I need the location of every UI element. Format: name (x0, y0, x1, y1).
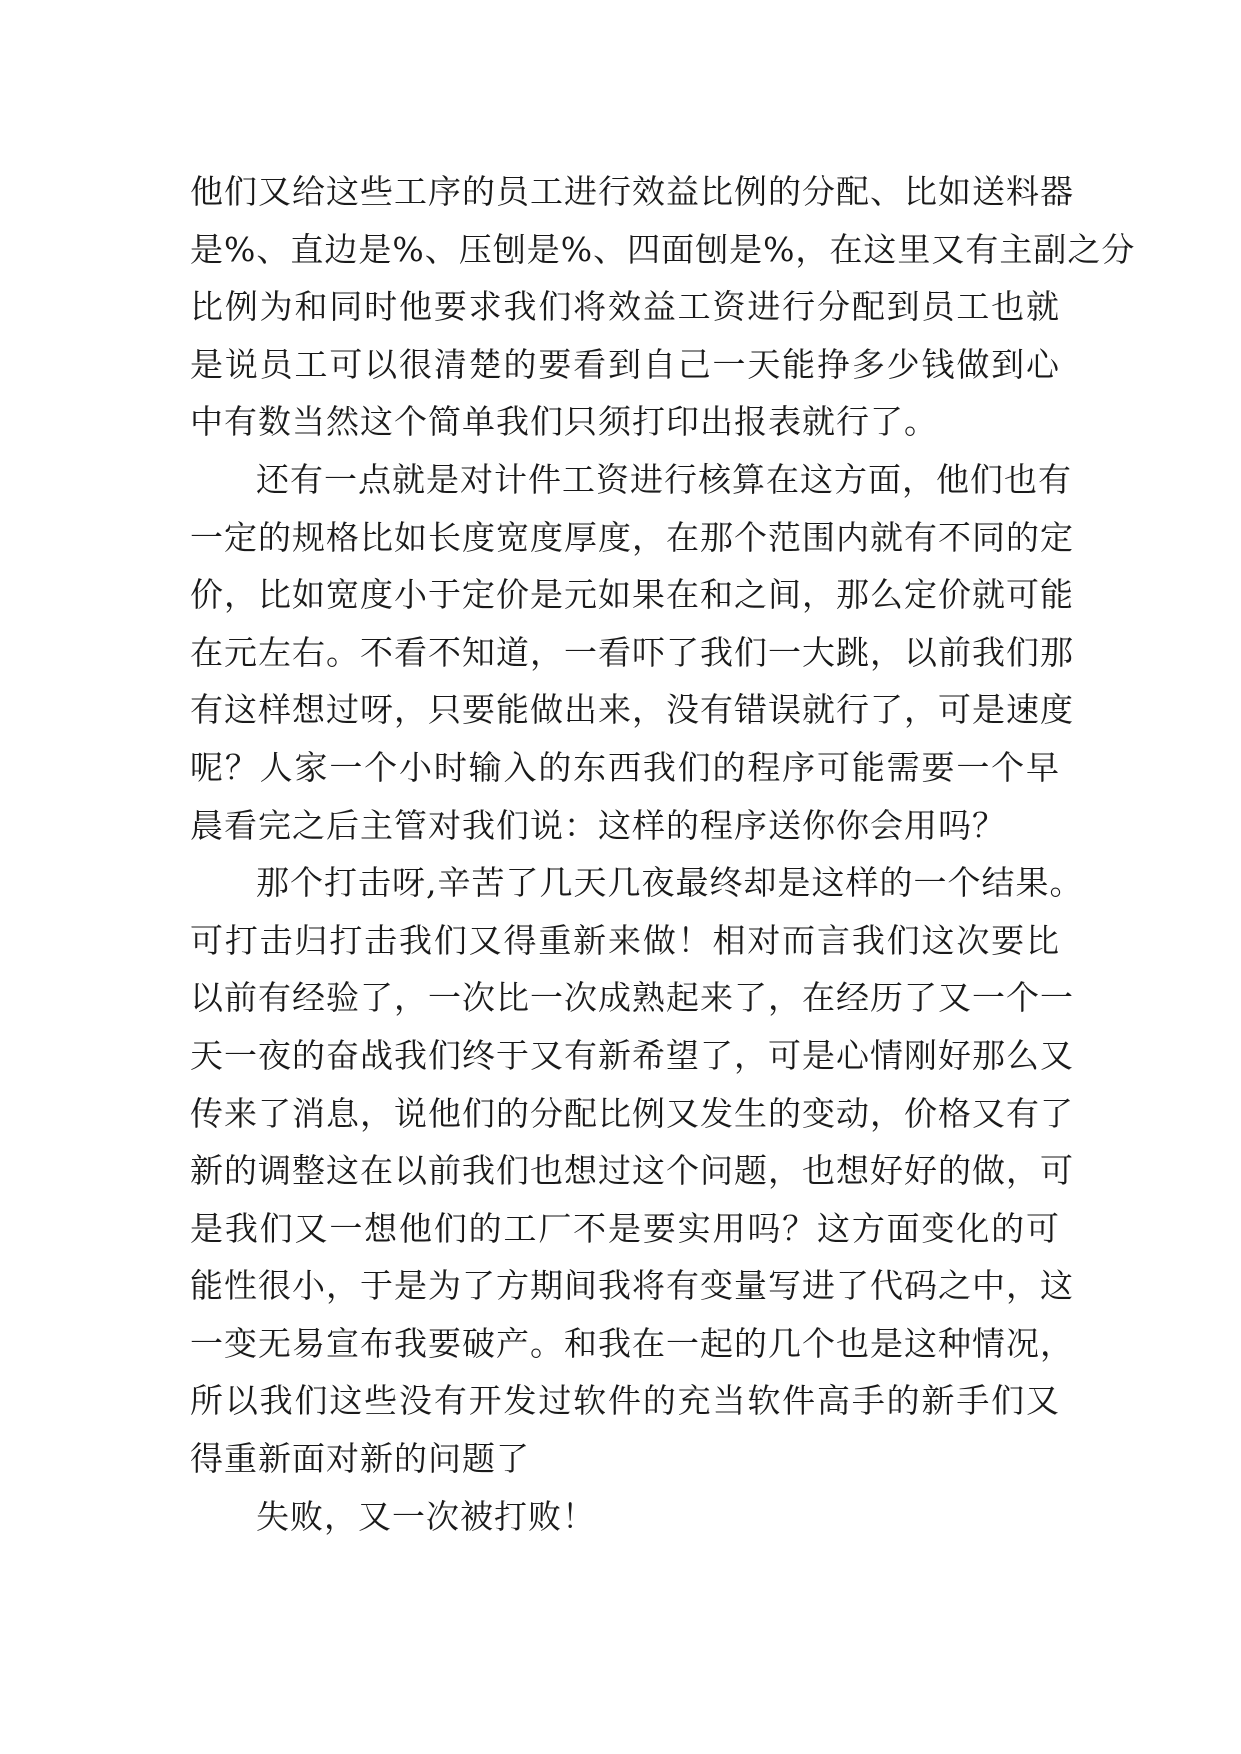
text-line: 比例为和同时他要求我们将效益工资进行分配到员工也就 (190, 287, 1060, 327)
text-line: 中有数当然这个简单我们只须打印出报表就行了。 (190, 402, 938, 442)
text-line: 那个打击呀,辛苦了几天几夜最终却是这样的一个结果。 (256, 863, 1084, 903)
body-text (190, 163, 1136, 1545)
text-line: 一变无易宣布我要破产。和我在一起的几个也是这种情况， (190, 1323, 1074, 1363)
text-line: 晨看完之后主管对我们说：这样的程序送你你会用吗？ (190, 805, 1006, 845)
text-line: 有这样想过呀，只要能做出来，没有错误就行了，可是速度 (190, 690, 1074, 730)
text-line: 失败，又一次被打败！ (256, 1496, 596, 1536)
text-line: 是%、直边是%、压刨是%、四面刨是%，在这里又有主副之分 (190, 229, 1136, 269)
text-line: 新的调整这在以前我们也想过这个问题，也想好好的做，可 (190, 1151, 1074, 1191)
text-line: 以前有经验了，一次比一次成熟起来了，在经历了又一个一 (190, 978, 1074, 1018)
text-line: 呢？人家一个小时输入的东西我们的程序可能需要一个早 (190, 747, 1060, 787)
text-line: 能性很小，于是为了方期间我将有变量写进了代码之中，这 (190, 1266, 1074, 1306)
text-line: 他们又给这些工序的员工进行效益比例的分配、比如送料器 (190, 172, 1074, 211)
text-line: 价，比如宽度小于定价是元如果在和之间，那么定价就可能 (190, 575, 1074, 615)
text-line: 一定的规格比如长度宽度厚度，在那个范围内就有不同的定 (190, 517, 1074, 557)
text-line: 所以我们这些没有开发过软件的充当软件高手的新手们又 (190, 1381, 1060, 1421)
text-line: 传来了消息，说他们的分配比例又发生的变动，价格又有了 (190, 1093, 1074, 1133)
text-line: 是说员工可以很清楚的要看到自己一天能挣多少钱做到心 (190, 344, 1060, 384)
text-line: 在元左右。不看不知道，一看吓了我们一大跳，以前我们那 (190, 632, 1074, 672)
text-line: 可打击归打击我们又得重新来做！相对而言我们这次要比 (190, 920, 1060, 960)
text-line: 还有一点就是对计件工资进行核算在这方面，他们也有 (256, 459, 1072, 499)
text-line: 是我们又一想他们的工厂不是要实用吗？这方面变化的可 (190, 1208, 1060, 1248)
text-line: 天一夜的奋战我们终于又有新希望了，可是心情刚好那么又 (190, 1035, 1074, 1075)
text-line: 得重新面对新的问题了 (190, 1439, 530, 1479)
